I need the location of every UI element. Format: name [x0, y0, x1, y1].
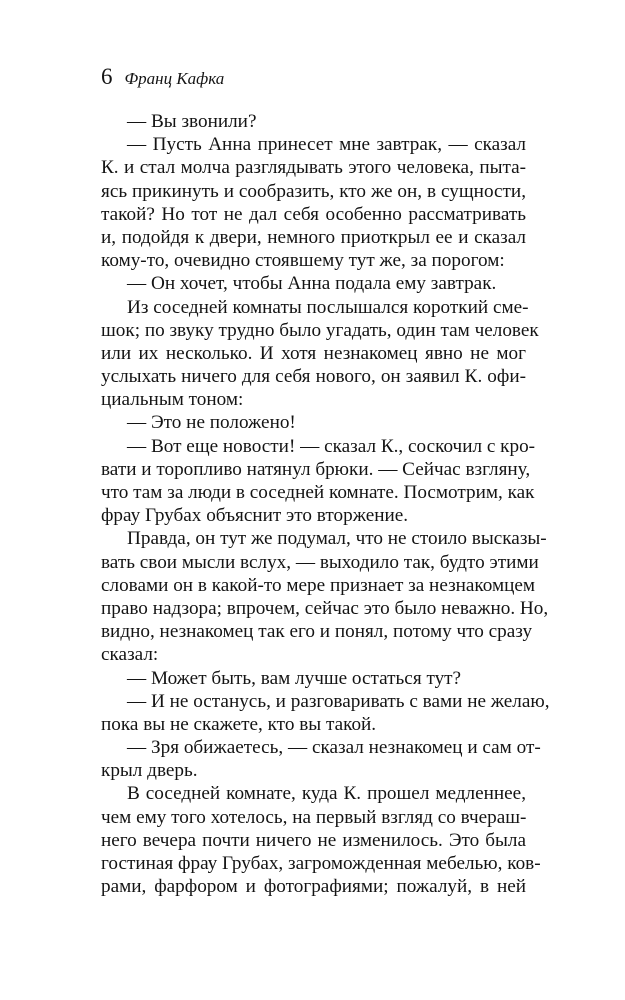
text-line: право надзора; впрочем, сейчас это было неважно. Но, [101, 597, 549, 619]
text-line: чем ему того хотелось, на первый взгляд со вчераш- [101, 806, 527, 828]
text-line: кому-то, очевидно стоявшему тут же, за порогом: [101, 250, 505, 272]
text-line: циальным тоном: [101, 389, 244, 411]
text-line: Правда, он тут же подумал, что не стоило высказы- [127, 528, 547, 550]
text-line: — Это не положено! [127, 412, 296, 434]
running-head-author: Франц Кафка [124, 69, 225, 88]
text-line: Из соседней комнаты послышался короткий сме- [127, 296, 529, 318]
text-line: — Пусть Анна принесет мне завтрак, — сказал [127, 134, 526, 156]
page-number: 6 [101, 64, 113, 89]
text-line: — Может быть, вам лучше остаться тут? [127, 667, 462, 689]
text-line: — Вы звонили? [127, 111, 257, 132]
text-line: вати и торопливо натянул брюки. — Сейчас взгляну, [101, 458, 531, 480]
text-line: такой? Но тот не дал себя особенно рассматривать [101, 203, 526, 225]
text-line: — Зря обижаетесь, — сказал незнакомец и сам от- [127, 737, 541, 759]
text-line: него вечера почти ничего не изменилось. Это была [101, 829, 526, 851]
text-line: К. и стал молча разглядывать этого человека, пыта- [101, 157, 526, 179]
text-line: услыхать ничего для себя нового, он заявил К. офи- [101, 366, 526, 388]
body-text [101, 110, 550, 898]
text-line: видно, незнакомец так его и понял, потому что сразу [101, 621, 533, 643]
text-line: крыл дверь. [101, 760, 198, 782]
text-line: — И не останусь, и разговаривать с вами не желаю, [127, 690, 550, 712]
text-line: — Он хочет, чтобы Анна подала ему завтрак. [127, 273, 497, 295]
text-line: рами, фарфором и фотографиями; пожалуй, в ней [101, 876, 526, 898]
text-line: ясь прикинуть и сообразить, кто же он, в сущности, [101, 180, 526, 202]
text-line: сказал: [101, 644, 159, 666]
running-head [101, 64, 224, 94]
text-line: что там за люди в соседней комнате. Посмотрим, как [101, 482, 535, 503]
text-line: вать свои мысли вслух, — выходило так, будто этими [101, 551, 539, 573]
text-line: фрау Грубах объяснит это вторжение. [101, 505, 409, 527]
text-line: словами он в какой-то мере признает за незнакомцем [101, 574, 536, 596]
text-line: пока вы не скажете, кто вы такой. [101, 713, 377, 735]
text-line: шок; по звуку трудно было угадать, один там человек [101, 319, 539, 341]
text-line: — Вот еще новости! — сказал К., соскочил с кро- [127, 435, 536, 457]
text-line: гостиная фрау Грубах, загроможденная мебелью, ков- [101, 853, 541, 874]
text-line: или их несколько. И хотя незнакомец явно не мог [101, 342, 526, 364]
text-line: В соседней комнате, куда К. прошел медленнее, [127, 783, 526, 805]
text-line: и, подойдя к двери, немного приоткрыл ее и сказал [101, 226, 526, 248]
